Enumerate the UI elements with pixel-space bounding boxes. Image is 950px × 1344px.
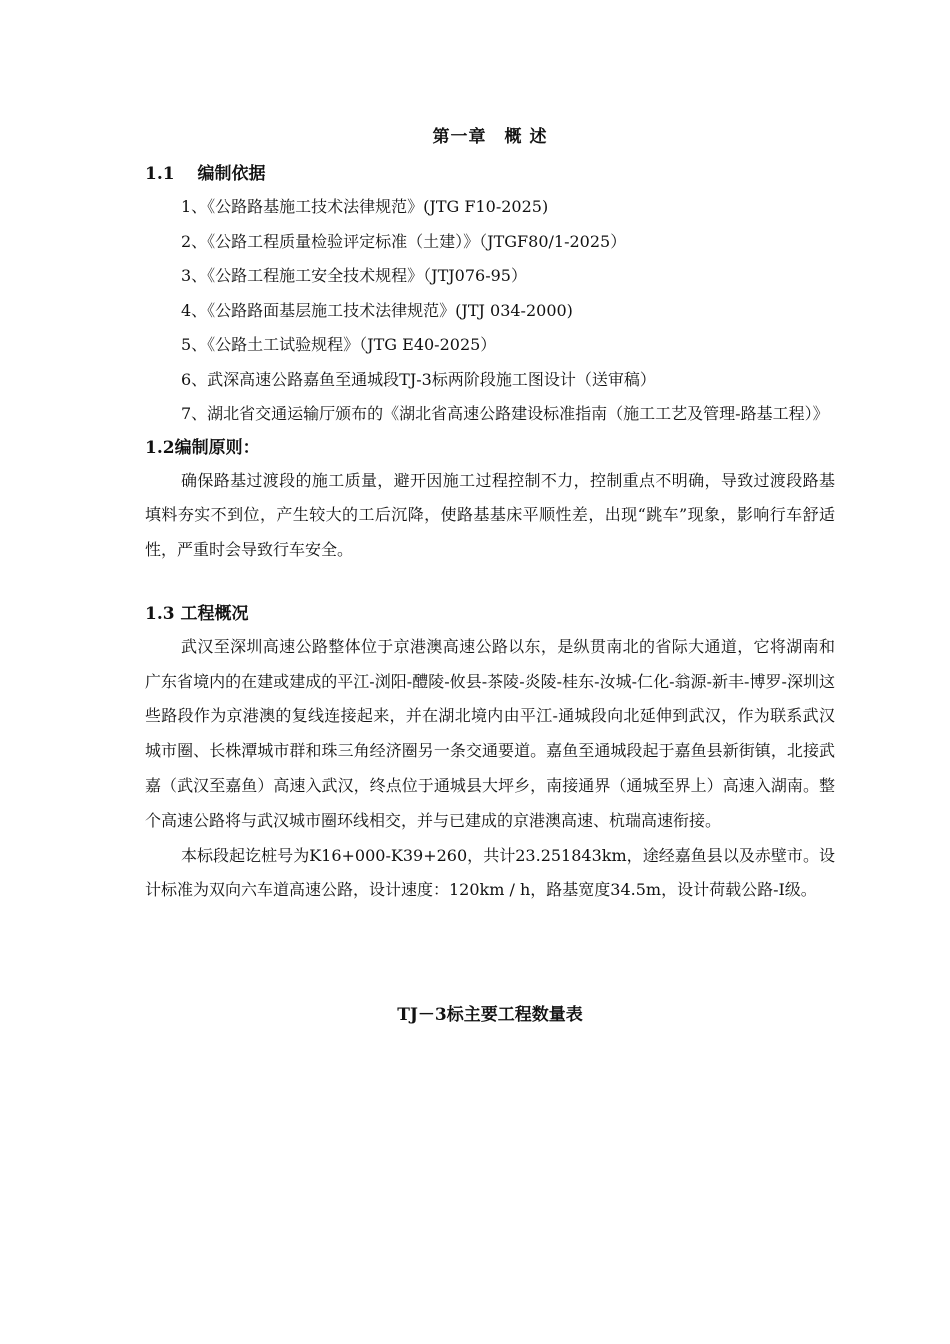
section-heading-1-1: 1.1 编制依据 [145, 164, 266, 184]
overview-paragraph: 本标段起讫桩号为K16+000-K39+260，共计23.251843km，途经嘉鱼县以及赤壁市。设计标准为双向六车道高速公路，设计速度：120km / h，路基宽度34.5m，设计荷载公路-Ⅰ级。 [145, 845, 835, 900]
reference-item: 3、《公路工程施工安全技术规程》（JTJ076-95） [181, 266, 527, 285]
spacer [145, 908, 835, 998]
section-principles [145, 432, 835, 568]
reference-item: 1、《公路路基施工技术法律规范》(JTG F10-2025) [181, 197, 549, 216]
section-heading-1-3: 1.3 工程概况 [145, 603, 249, 624]
reference-item: 4、《公路路面基层施工技术法律规范》(JTJ 034-2000) [181, 300, 573, 320]
spacer [145, 568, 835, 598]
reference-item: 7、湖北省交通运输厅颁布的《湖北省高速公路建设标准指南（施工工艺及管理-路基工程）》 [181, 404, 829, 423]
reference-list [145, 190, 835, 432]
reference-item: 2、《公路工程质量检验评定标准（土建）》（JTGF80/1-2025） [181, 231, 627, 251]
reference-item: 5、《公路土工试验规程》（JTG E40-2025） [181, 335, 497, 354]
section-basis [145, 158, 835, 432]
reference-item: 6、武深高速公路嘉鱼至通城段TJ-3标两阶段施工图设计（送审稿） [181, 369, 656, 389]
chapter-title: 第一章 概 述 [432, 127, 548, 147]
section-overview [145, 598, 835, 908]
table-title: TJ－3标主要工程数量表 [397, 1005, 583, 1026]
section-heading-1-2: 1.2编制原则： [145, 437, 260, 458]
overview-paragraph: 武汉至深圳高速公路整体位于京港澳高速公路以东，是纵贯南北的省际大通道，它将湖南和广东省境内的在建或建成的平江-浏阳-醴陵-攸县-茶陵-炎陵-桂东-汝城-仁化-翁源-新丰-博罗-深圳这些路段作为京港澳的复线连接起来，并在湖北境内由平江-通城段向北延伸到武汉，作为联系武汉城市圈、长株潭城市群和珠三角经济圈另一条交通要道。嘉鱼至通城段起于嘉鱼县新街镇，北接武嘉（武汉至嘉鱼）高速入武汉，终点位于通城县大坪乡，南接通界（通城至界上）高速入湖南。整个高速公路将与武汉城市圈环线相交，并与已建成的京港澳高速、杭瑞高速衔接。 [145, 636, 835, 830]
principles-paragraph: 确保路基过渡段的施工质量，避开因施工过程控制不力，控制重点不明确，导致过渡段路基填料夯实不到位，产生较大的工后沉降，使路基基床平顺性差，出现“跳车”现象，影响行车舒适性，严重时会导致行车安全。 [145, 470, 835, 560]
document-page [145, 122, 835, 1032]
